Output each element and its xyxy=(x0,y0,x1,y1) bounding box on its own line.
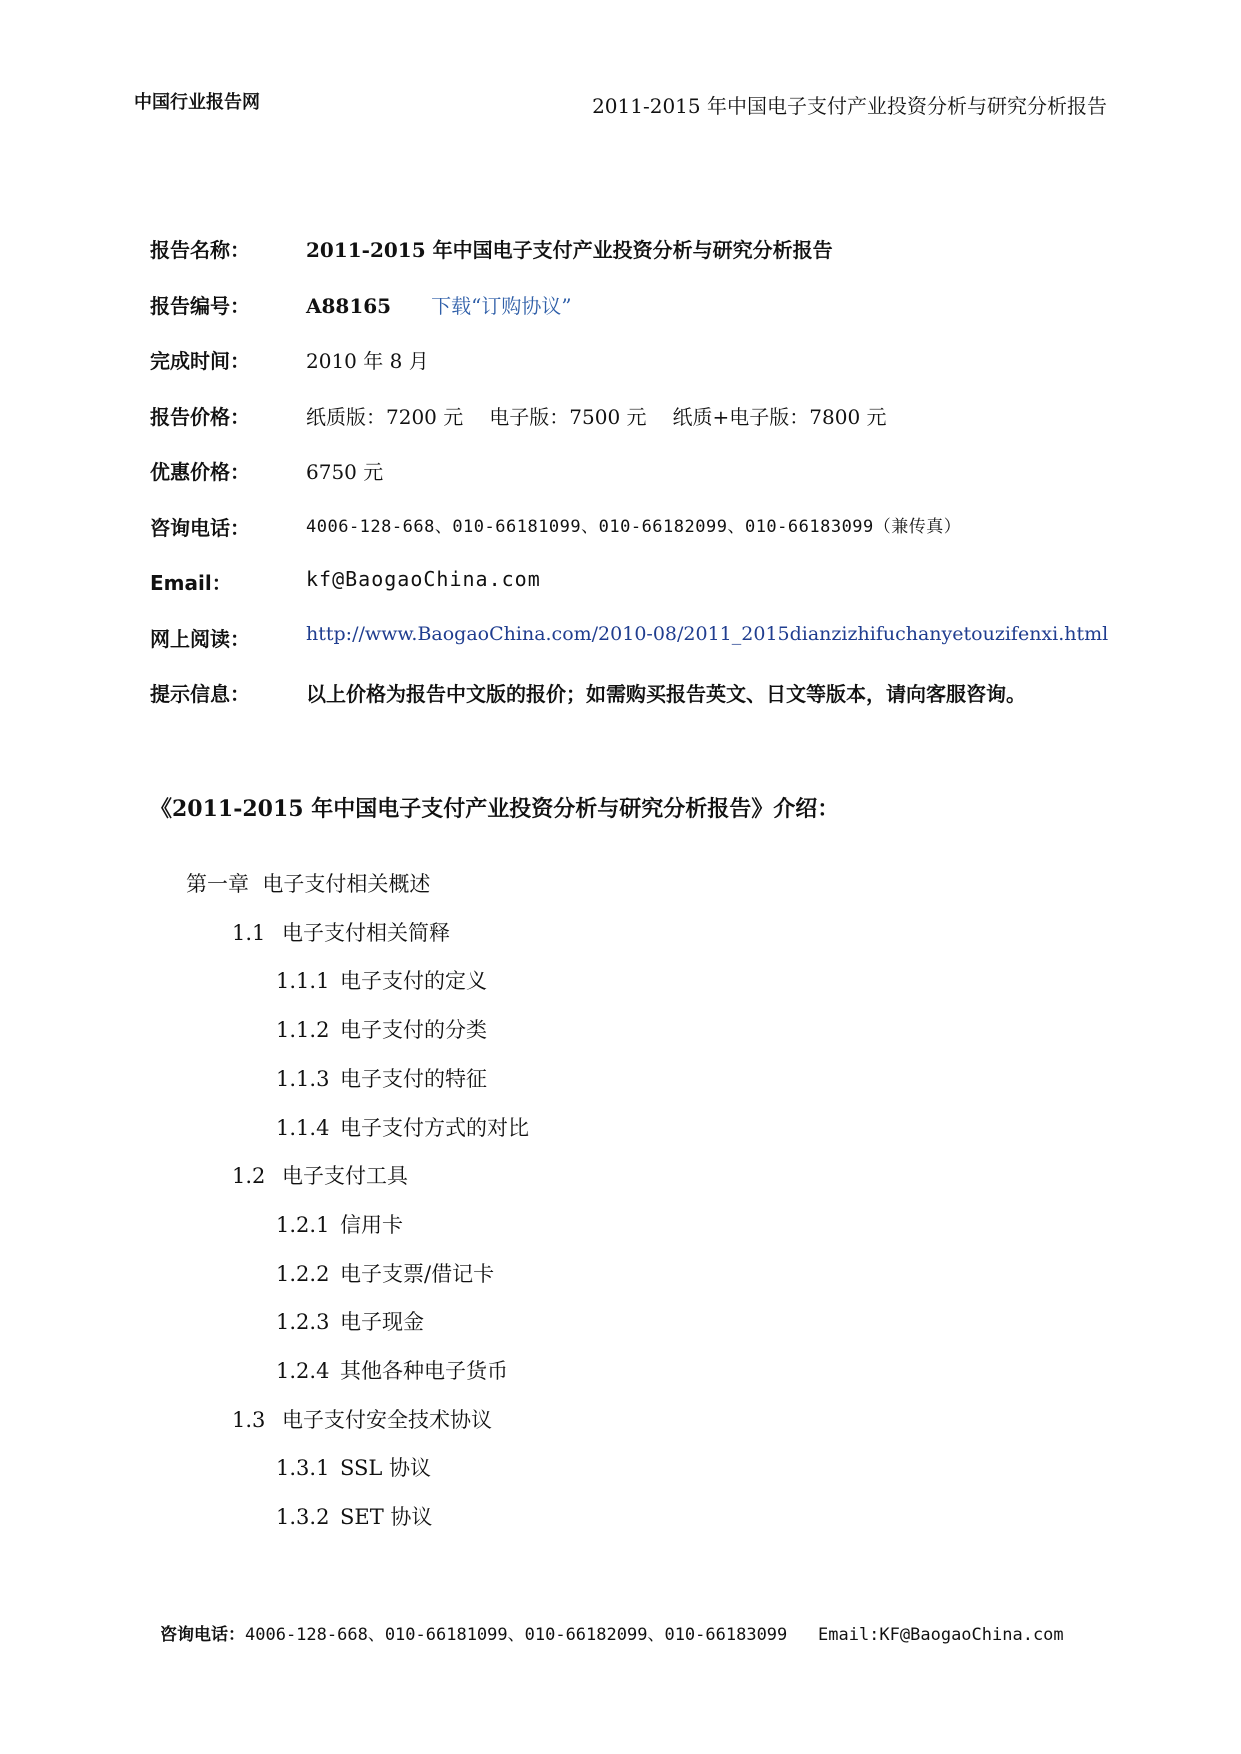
report-code-label: 报告编号： xyxy=(150,293,250,318)
toc-item xyxy=(232,1160,408,1190)
toc-item xyxy=(276,1306,424,1336)
toc-item-number: 1.3 xyxy=(232,1407,266,1432)
report-name-label: 报告名称： xyxy=(150,238,250,262)
tip-label: 提示信息： xyxy=(150,682,250,706)
toc-item xyxy=(276,1112,529,1142)
toc-item xyxy=(186,868,430,898)
price-electronic: 电子版：7500 元 xyxy=(489,404,647,429)
toc-item-number: 1.1.3 xyxy=(276,1066,330,1091)
toc-item-text: 电子现金 xyxy=(340,1310,424,1335)
online-read-link[interactable]: http://www.BaogaoChina.com/2010-08/2011_2015dianzizhifuchanyetouzifenxi.html xyxy=(306,622,1109,645)
site-name: 中国行业报告网 xyxy=(134,92,260,113)
toc-item-text: 电子支付相关简释 xyxy=(282,920,450,945)
running-title: 2011-2015 年中国电子支付产业投资分析与研究分析报告 xyxy=(592,94,1107,118)
toc-item-text: 电子支付的定义 xyxy=(340,969,487,994)
toc-item-text: 电子支付的特征 xyxy=(340,1066,487,1091)
phone-value: 4006-128-668、010-66181099、010-66182099、010-66183099（兼传真） xyxy=(306,516,962,537)
toc-item-number: 1.3.2 xyxy=(276,1505,330,1530)
download-agreement-link[interactable]: 下载“订购协议” xyxy=(431,293,572,318)
footer-email-value: KF@BaogaoChina.com xyxy=(879,1625,1064,1645)
toc-item-text: 电子支付的分类 xyxy=(340,1018,487,1043)
toc-item-text: 电子支票/借记卡 xyxy=(340,1261,495,1286)
discount-value: 6750 元 xyxy=(306,460,384,484)
phone-label: 咨询电话： xyxy=(150,515,250,540)
toc-item-number: 1.2.2 xyxy=(276,1261,330,1286)
toc-item xyxy=(276,1063,487,1093)
email-value[interactable]: kf@BaogaoChina.com xyxy=(306,567,541,591)
toc-item-text: SET 协议 xyxy=(340,1505,433,1530)
toc-item-number: 1.1.2 xyxy=(276,1018,330,1043)
toc-item xyxy=(232,917,450,947)
page-footer xyxy=(160,1620,1064,1645)
toc-item xyxy=(276,1501,432,1531)
toc-item xyxy=(276,965,487,995)
toc-item xyxy=(232,1404,492,1434)
toc-item xyxy=(276,1209,403,1239)
toc-item-number: 1.3.1 xyxy=(276,1456,330,1481)
toc-item-text: 电子支付工具 xyxy=(282,1164,408,1189)
toc-item-text: 电子支付方式的对比 xyxy=(340,1115,529,1140)
toc-item-number: 1.1.1 xyxy=(276,969,330,994)
price-paper: 纸质版：7200 元 xyxy=(306,404,464,429)
report-name-value: 2011-2015 年中国电子支付产业投资分析与研究分析报告 xyxy=(306,238,833,262)
toc-item-number: 1.2.1 xyxy=(276,1212,330,1237)
toc-item-number: 1.2 xyxy=(232,1164,266,1189)
toc-item-number: 1.2.4 xyxy=(276,1359,330,1383)
report-code-value: A88165 xyxy=(306,293,392,318)
toc-item-text: 信用卡 xyxy=(340,1212,403,1237)
toc-item-text: 其他各种电子货币 xyxy=(340,1359,508,1383)
price-label: 报告价格： xyxy=(150,404,250,429)
tip-value: 以上价格为报告中文版的报价；如需购买报告英文、日文等版本，请向客服咨询。 xyxy=(306,682,1026,706)
intro-heading: 《2011-2015 年中国电子支付产业投资分析与研究分析报告》介绍： xyxy=(150,796,840,822)
toc-item-text: 电子支付相关概述 xyxy=(262,872,431,896)
footer-email-label: Email: xyxy=(818,1625,880,1645)
online-read-label: 网上阅读： xyxy=(150,626,250,651)
toc-item xyxy=(276,1258,494,1288)
toc-item xyxy=(276,1014,487,1044)
footer-phone-value: 4006-128-668、010-66181099、010-66182099、010-66183099 xyxy=(245,1625,788,1645)
email-label: Email： xyxy=(150,571,232,595)
completion-date-value: 2010 年 8 月 xyxy=(306,349,429,373)
completion-date-label: 完成时间： xyxy=(150,349,250,373)
toc-item xyxy=(276,1452,431,1482)
toc-item-number: 第一章 xyxy=(186,872,249,896)
toc-item-number: 1.2.3 xyxy=(276,1310,330,1335)
toc-item-text: 电子支付安全技术协议 xyxy=(282,1407,492,1432)
toc-item-number: 1.1.4 xyxy=(276,1115,330,1140)
toc-item-number: 1.1 xyxy=(232,920,266,945)
toc-item-text: SSL 协议 xyxy=(340,1456,432,1481)
report-code-value-group xyxy=(306,290,572,319)
discount-label: 优惠价格： xyxy=(150,460,250,484)
price-values xyxy=(306,401,887,430)
toc-item xyxy=(276,1355,508,1385)
price-both: 纸质+电子版：7800 元 xyxy=(672,404,887,429)
footer-phone-label: 咨询电话： xyxy=(160,1625,245,1645)
